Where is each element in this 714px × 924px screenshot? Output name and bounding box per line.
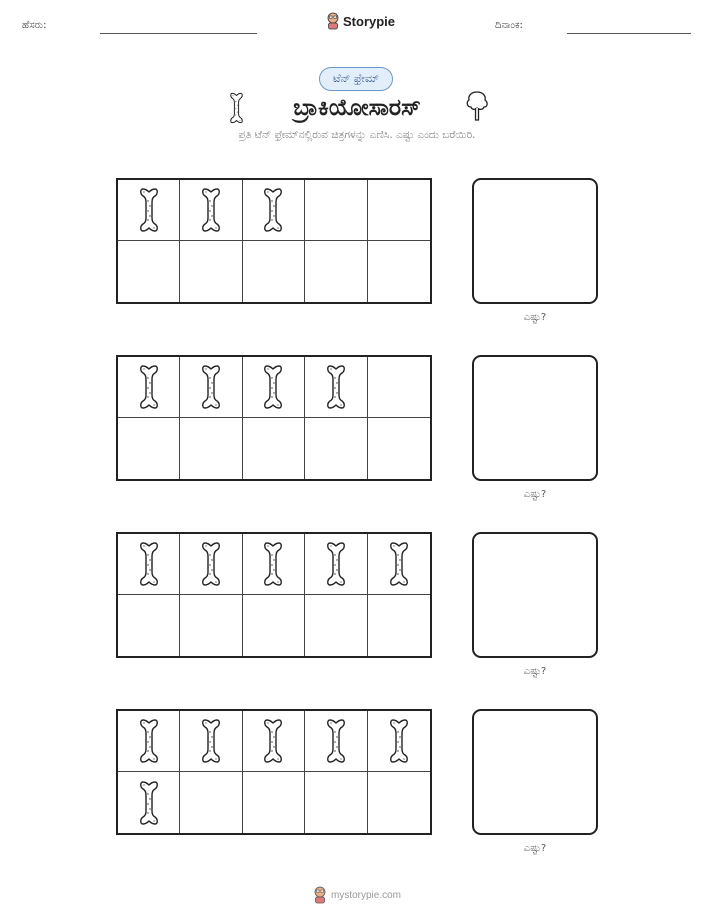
ten-frame-cell <box>118 772 180 833</box>
how-many-label: ಎಷ್ಟು? <box>523 843 547 854</box>
how-many-label: ಎಷ್ಟು? <box>523 489 547 500</box>
ten-frame-cell <box>243 534 305 595</box>
ten-frame-cell <box>305 534 367 595</box>
answer-box[interactable] <box>472 532 598 658</box>
ten-frame <box>116 355 432 481</box>
ten-frame-cell <box>368 418 430 479</box>
ten-frame-cell <box>118 595 180 656</box>
ten-frame-badge: ಟೆನ್ ಫ್ರೇಮ್ <box>319 67 393 91</box>
ten-frame-cell <box>118 418 180 479</box>
ten-frame-cell <box>305 418 367 479</box>
ten-frame-cell <box>368 595 430 656</box>
footer-mascot-icon <box>313 886 327 904</box>
answer-box[interactable] <box>472 178 598 304</box>
footer-url: mystorypie.com <box>330 889 401 901</box>
ten-frame-cell <box>118 180 180 241</box>
bone-icon <box>139 780 159 826</box>
ten-frame-cell <box>305 180 367 241</box>
how-many-label: ಎಷ್ಟು? <box>523 666 547 677</box>
ten-frame-cell <box>368 772 430 833</box>
ten-frame-cell <box>118 534 180 595</box>
bone-icon <box>139 364 159 410</box>
answer-box[interactable] <box>472 709 598 835</box>
bone-icon <box>263 187 283 233</box>
ten-frame <box>116 532 432 658</box>
bone-icon <box>389 718 409 764</box>
bone-icon <box>326 718 346 764</box>
ten-frame-cell <box>305 711 367 772</box>
worksheet-title: ಬ್ರಾಕಿಯೋಸಾರಸ್ <box>293 95 421 121</box>
name-label: ಹೆಸರು: <box>22 20 47 31</box>
brand-logo <box>326 12 395 30</box>
ten-frame-cell <box>180 418 242 479</box>
ten-frame-cell <box>243 595 305 656</box>
ten-frame <box>116 178 432 304</box>
ten-frame-cell <box>118 711 180 772</box>
brand-mascot-icon <box>326 12 340 30</box>
ten-frame-cell <box>368 357 430 418</box>
worksheet-instruction: ಪ್ರತಿ ಟೆನ್ ಫ್ರೇಮ್‌ನಲ್ಲಿರುವ ಚಿತ್ರಗಳನ್ನು ಎಣಿಸಿ. ಎಷ್ಟು ಎಂದು ಬರೆಯಿರಿ. <box>238 129 476 141</box>
ten-frame-cell <box>243 180 305 241</box>
tree-icon <box>465 90 489 122</box>
ten-frame-cell <box>368 534 430 595</box>
ten-frame-cell <box>180 772 242 833</box>
ten-frame-cell <box>118 357 180 418</box>
date-label: ದಿನಾಂಕ: <box>495 20 523 31</box>
answer-box[interactable] <box>472 355 598 481</box>
bone-icon <box>263 541 283 587</box>
ten-frame-cell <box>180 534 242 595</box>
bone-icon <box>263 718 283 764</box>
ten-frame-cell <box>305 772 367 833</box>
bone-icon <box>139 541 159 587</box>
ten-frame-cell <box>180 180 242 241</box>
ten-frame <box>116 709 432 835</box>
ten-frame-cell <box>368 711 430 772</box>
bone-icon <box>139 187 159 233</box>
ten-frame-cell <box>243 418 305 479</box>
how-many-label: ಎಷ್ಟು? <box>523 312 547 323</box>
bone-icon <box>201 187 221 233</box>
worksheet-header <box>0 0 714 50</box>
footer <box>0 886 714 904</box>
ten-frame-cell <box>180 241 242 302</box>
ten-frame-cell <box>368 180 430 241</box>
bone-icon <box>201 364 221 410</box>
ten-frame-cell <box>118 241 180 302</box>
ten-frame-cell <box>243 772 305 833</box>
ten-frame-cell <box>180 357 242 418</box>
bone-icon <box>139 718 159 764</box>
bone-icon <box>326 364 346 410</box>
ten-frame-cell <box>305 595 367 656</box>
ten-frame-cell <box>243 711 305 772</box>
ten-frame-cell <box>180 595 242 656</box>
ten-frame-cell <box>305 241 367 302</box>
bone-icon <box>263 364 283 410</box>
ten-frame-cell <box>305 357 367 418</box>
ten-frame-cell <box>368 241 430 302</box>
brand-name: Storypie <box>343 13 396 29</box>
date-line <box>567 33 691 34</box>
bone-icon <box>201 541 221 587</box>
bone-icon <box>389 541 409 587</box>
ten-frame-cell <box>243 241 305 302</box>
bone-icon <box>326 541 346 587</box>
ten-frame-cell <box>243 357 305 418</box>
name-line <box>100 33 257 34</box>
bone-icon <box>201 718 221 764</box>
ten-frame-cell <box>180 711 242 772</box>
